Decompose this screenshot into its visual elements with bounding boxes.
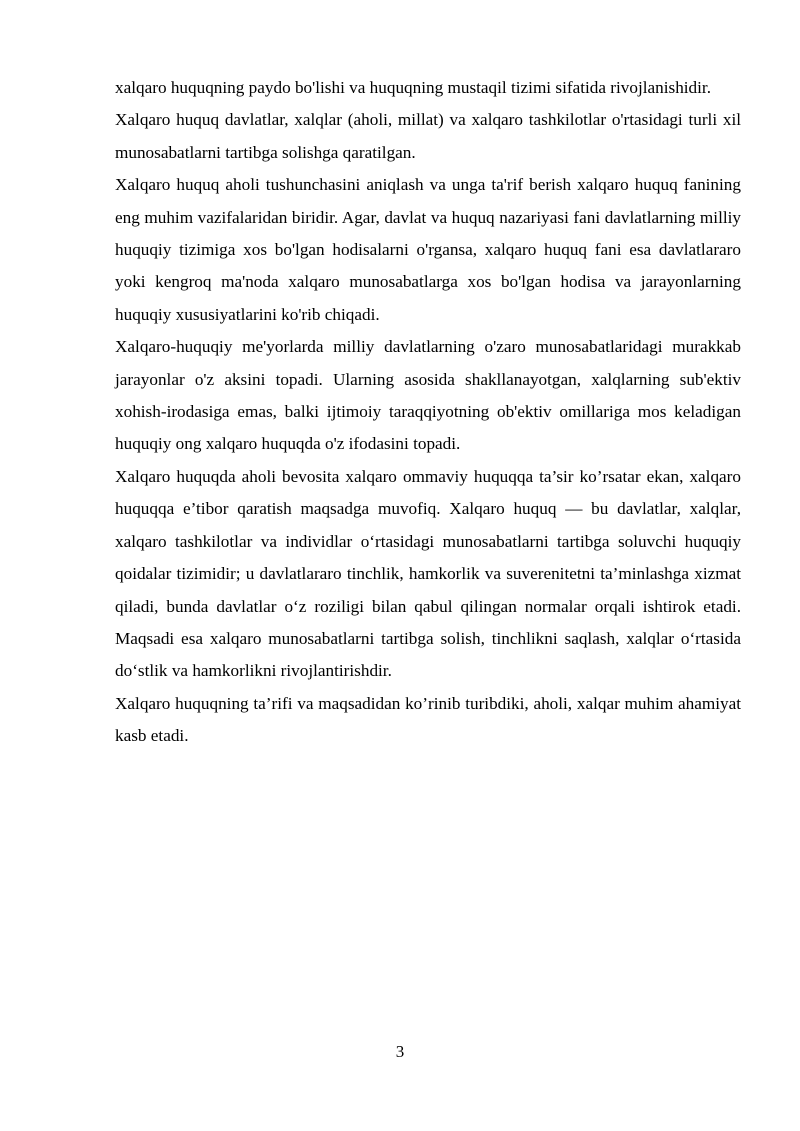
- body-text: [115, 72, 741, 753]
- paragraph-6: Xalqaro huquqning ta’rifi va maqsadidan ko’rinib turibdiki, aholi, xalqar muhim ahamiyat kasb etadi.: [115, 693, 741, 746]
- paragraph-3: Xalqaro huquq aholi tushunchasini aniqlash va unga ta'rif berish xalqaro huquq fanining eng muhim vazifalaridan biridir. Agar, davlat va huquq nazariyasi fani davlatlarning milliy huquqiy tizimiga xos bo'lgan hodisalarni o'rgansa, xalqaro huquq fani esa davlatlararo yoki kengroq ma'noda xalqaro munosabatlarga xos bo'lgan hodisa va jarayonlarning huquqiy xususiyatlarini ko'rib chiqadi.: [115, 175, 741, 324]
- paragraph-5: Xalqaro huquqda aholi bevosita xalqaro ommaviy huquqqa ta’sir ko’rsatar ekan, xalqaro huquqqa e’tibor qaratish maqsadga muvofiq. Xalqaro huquq — bu davlatlar, xalqlar, xalqaro tashkilotlar va individlar o‘rtasidagi munosabatlarni tartibga soluvchi huquqiy qoidalar tizimidir; u davlatlararo tinchlik, hamkorlik va suverenitetni ta’minlashga xizmat qiladi, bunda davlatlar o‘z roziligi bilan qabul qilingan normalar orqali ishtirok etadi. Maqsadi esa xalqaro munosabatlarni tartibga solish, tinchlikni saqlash, xalqlar o‘rtasida do‘stlik va hamkorlikni rivojlantirishdir.: [115, 466, 741, 681]
- paragraph-1: xalqaro huquqning paydo bo'lishi va huquqning mustaqil tizimi sifatida rivojlanishidir.: [115, 78, 711, 97]
- page-number: 3: [395, 1042, 405, 1061]
- paragraph-4: Xalqaro-huquqiy me'yorlarda milliy davlatlarning o'zaro munosabatlaridagi murakkab jarayonlar o'z aksini topadi. Ularning asosida shakllanayotgan, xalqlarning sub'ektiv xohish-irodasiga emas, balki ijtimoiy taraqqiyotning ob'ektiv omillariga mos keladigan huquqiy ong xalqaro huquqda o'z ifodasini topadi.: [115, 337, 741, 454]
- paragraph-2: Xalqaro huquq davlatlar, xalqlar (aholi, millat) va xalqaro tashkilotlar o'rtasidagi turli xil munosabatlarni tartibga solishga qaratilgan.: [115, 110, 741, 162]
